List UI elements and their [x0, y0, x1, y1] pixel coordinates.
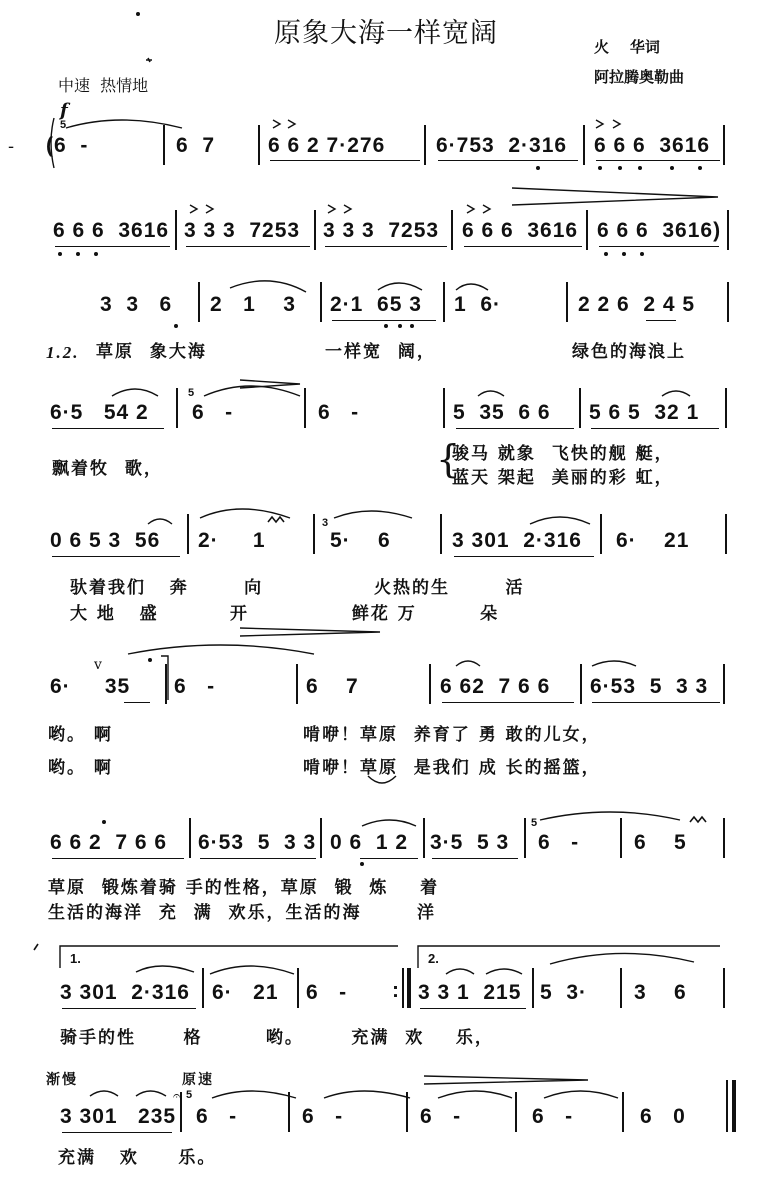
barline — [586, 210, 588, 250]
barline — [723, 968, 725, 1008]
measure-2-2: 3 3 3 7253 — [184, 219, 301, 242]
barline — [406, 1092, 408, 1132]
barline — [515, 1092, 517, 1132]
beam-line — [62, 1132, 172, 1133]
barline — [424, 125, 426, 165]
hairpin — [512, 188, 718, 205]
measure-9-6: 6 0 — [640, 1105, 686, 1128]
lyric-line: 草原 象大海 — [96, 342, 207, 362]
octave-dot — [76, 252, 80, 256]
beam-line — [62, 1008, 196, 1009]
measure-3-1: 3 3 6 — [100, 293, 173, 316]
beam-line — [270, 160, 420, 161]
measure-1-4: 6·753 2·316 — [436, 134, 568, 157]
barline — [304, 388, 306, 428]
measure-6-1: 6· 35 — [50, 675, 131, 698]
tempo-marking: 中速 热情地 — [58, 76, 149, 95]
barline — [163, 125, 165, 165]
slur — [486, 969, 522, 974]
slur — [550, 953, 694, 964]
tempo-change-label: 渐慢 — [46, 1072, 78, 1088]
lyric-line: 蓝天 架起 美丽的彩 虹， — [452, 468, 674, 488]
measure-3-3: 2·1 65 3 — [330, 293, 422, 316]
barline — [524, 818, 526, 858]
octave-dot — [670, 166, 674, 170]
octave-dot — [398, 324, 402, 328]
barline — [258, 125, 260, 165]
volta-bracket — [418, 946, 720, 968]
fermata-mark: 𝄐 — [173, 1089, 181, 1104]
slur — [136, 966, 194, 972]
octave-dot — [102, 820, 106, 824]
measure-1-2: 6 7 — [176, 134, 216, 157]
beam-line — [442, 702, 574, 703]
beam-line — [646, 320, 676, 321]
slur — [478, 391, 504, 396]
time-signature-3-4: 3 — [322, 517, 329, 529]
measure-3-4: 1 6· — [454, 293, 502, 316]
beam-line — [55, 246, 170, 247]
lyric-line: 哟。 啊 啃咿！草原 是我们 成 长的摇篮， — [48, 758, 601, 778]
barline — [723, 125, 725, 165]
hairpin — [240, 380, 300, 388]
dash-mark: - — [8, 136, 15, 157]
barline — [723, 664, 725, 704]
octave-dot — [58, 252, 62, 256]
measure-9-5: 6 - — [532, 1105, 574, 1128]
slur — [334, 511, 412, 518]
barline — [202, 968, 204, 1008]
verse-label: 1.2. — [46, 343, 80, 362]
barline — [451, 210, 453, 250]
measure-9-3: 6 - — [302, 1105, 344, 1128]
measure-7-2: 6·53 5 3 3 — [198, 831, 317, 854]
lyric-line: 一样宽 阔， — [325, 342, 436, 362]
lyricist-credit: 火 华词 — [594, 38, 660, 56]
barline — [429, 664, 431, 704]
slur — [456, 661, 480, 666]
measure-8-1: 3 301 2·316 — [60, 981, 190, 1004]
octave-dot — [360, 862, 364, 866]
measure-2-1: 6 6 6 3616 — [53, 219, 170, 242]
measure-7-3: 0 6 1 2 — [330, 831, 409, 854]
measure-8-4: 3 3 1 215 — [418, 981, 522, 1004]
measure-4-5: 5 6 5 32 1 — [589, 401, 700, 424]
measure-8-5: 5 3· — [540, 981, 588, 1004]
slur — [540, 812, 680, 820]
barline — [320, 282, 322, 322]
barline — [187, 514, 189, 554]
octave-dot — [536, 166, 540, 170]
beam-line — [52, 556, 180, 557]
barline — [314, 210, 316, 250]
beam-line — [420, 1008, 526, 1009]
time-signature-5-4: 5 — [186, 1089, 193, 1101]
time-signature-5-4: 5 — [188, 387, 195, 399]
measure-4-1: 6·5 54 2 — [50, 401, 149, 424]
octave-dot — [698, 166, 702, 170]
volta-bracket — [60, 946, 398, 968]
slur — [128, 645, 314, 654]
measure-4-3: 6 - — [318, 401, 360, 424]
measure-6-4: 6 62 7 6 6 — [440, 675, 551, 698]
lyric-brace: { — [436, 437, 461, 481]
barline — [727, 282, 729, 322]
barline — [297, 968, 299, 1008]
beam-line — [456, 428, 574, 429]
measure-7-5: 6 - — [538, 831, 580, 854]
barline — [443, 282, 445, 322]
barline — [313, 514, 315, 554]
measure-6-2: 6 - — [174, 675, 216, 698]
measure-2-4: 6 6 6 3616 — [462, 219, 579, 242]
barline — [723, 818, 725, 858]
measure-4-4: 5 35 6 6 — [453, 401, 551, 424]
slur — [230, 281, 306, 292]
measure-1-1: (6 - — [46, 134, 89, 157]
barline — [579, 388, 581, 428]
beam-line — [200, 858, 316, 859]
slur — [136, 1091, 166, 1096]
final-barline — [726, 1080, 728, 1132]
barline — [566, 282, 568, 322]
lyric-line: 骏马 就象 飞快的舰 艇， — [452, 444, 674, 464]
measure-8-3: 6 - — [306, 981, 348, 1004]
barline — [165, 664, 167, 704]
octave-dot — [604, 252, 608, 256]
barline — [532, 968, 534, 1008]
octave-dot — [384, 324, 388, 328]
lyric-line: 骑手的性 格 哟。 充满 欢 乐， — [60, 1028, 494, 1048]
time-signature-5-4: 5 — [60, 119, 67, 131]
time-signature-5-4: 5 — [531, 817, 538, 829]
hairpin — [240, 628, 380, 636]
barline — [725, 388, 727, 428]
beam-line — [464, 246, 582, 247]
barline — [725, 514, 727, 554]
slur — [204, 386, 300, 396]
measure-2-5: 6 6 6 3616) — [597, 219, 722, 242]
dynamics-marking: f — [60, 100, 68, 121]
slur — [362, 820, 416, 826]
lyric-line: 驮着我们 奔 向 火热的生 活 — [70, 578, 525, 598]
beam-line — [52, 858, 184, 859]
measure-7-6: 6 5 — [634, 831, 687, 854]
barline — [189, 818, 191, 858]
slur — [662, 391, 690, 396]
lyric-line: 草原 锻炼着骑 手的性格，草原 锻 炼 着 — [48, 878, 440, 898]
beam-line — [186, 246, 310, 247]
barline — [622, 1092, 624, 1132]
slur — [112, 389, 158, 396]
beam-line — [454, 556, 594, 557]
beam-line — [124, 702, 150, 703]
measure-1-3: 6 6 2 7·276 — [268, 134, 386, 157]
slur — [148, 519, 172, 524]
octave-dot — [638, 166, 642, 170]
measure-5-4: 3 301 2·316 — [452, 529, 582, 552]
measure-4-2: 6 - — [192, 401, 234, 424]
measure-3-5: 2 2 6 2 4 5 — [578, 293, 696, 316]
measure-5-5: 6· 21 — [616, 529, 690, 552]
octave-dot — [174, 324, 178, 328]
lyric-line: 大 地 盛 开 鲜花 万 朵 — [70, 604, 500, 624]
final-barline — [732, 1080, 736, 1132]
breath-mark: v — [94, 657, 102, 673]
song-title: 原象大海一样宽阔 — [274, 18, 498, 49]
measure-5-3: 5· 6 — [330, 529, 391, 552]
barline — [402, 968, 404, 1008]
hairpin — [424, 1076, 588, 1084]
octave-dot — [136, 12, 140, 16]
measure-7-4: 3·5 5 3 — [430, 831, 510, 854]
barline — [288, 1092, 290, 1132]
mordent-mark — [268, 517, 284, 522]
beam-line — [592, 702, 720, 703]
measure-5-1: 0 6 5 3 56 — [50, 529, 161, 552]
beam-line — [332, 320, 436, 321]
measure-9-4: 6 - — [420, 1105, 462, 1128]
barline — [620, 968, 622, 1008]
slur — [456, 284, 488, 290]
slur — [446, 969, 474, 974]
barline — [176, 388, 178, 428]
measure-3-2: 2 1 3 — [210, 293, 296, 316]
lyric-line: 哟。 啊 啃咿！草原 养育了 勇 敢的儿女， — [48, 725, 601, 745]
repeat-dots: : — [392, 979, 400, 1002]
second-ending-label: 2. — [428, 951, 439, 966]
beam-line — [325, 246, 447, 247]
measure-8-6: 3 6 — [634, 981, 687, 1004]
barline — [296, 664, 298, 704]
barline — [320, 818, 322, 858]
barline — [423, 818, 425, 858]
breath-mark — [146, 58, 152, 62]
barline — [600, 514, 602, 554]
barline — [175, 210, 177, 250]
barline — [180, 1092, 182, 1132]
accent-mark — [273, 120, 620, 128]
beam-line — [52, 428, 164, 429]
slur — [210, 966, 294, 974]
slur — [212, 1091, 618, 1098]
slur — [592, 661, 636, 666]
slur — [530, 517, 590, 524]
lyric-line: 生活的海洋 充 满 欢乐，生活的海 洋 — [48, 903, 436, 923]
lyric-line: 飘着牧 歌， — [52, 459, 163, 479]
octave-dot — [148, 658, 152, 662]
beam-line — [596, 160, 720, 161]
octave-dot — [622, 252, 626, 256]
barline — [727, 210, 729, 250]
first-ending-label: 1. — [70, 951, 81, 966]
composer-credit: 阿拉腾奥勒曲 — [594, 68, 685, 86]
barline — [198, 282, 200, 322]
beam-line — [591, 428, 719, 429]
octave-dot — [640, 252, 644, 256]
measure-5-2: 2· 1 — [198, 529, 266, 552]
barline — [583, 125, 585, 165]
slur — [200, 509, 290, 518]
beam-line — [599, 246, 719, 247]
beam-line — [432, 858, 518, 859]
measure-2-3: 3 3 3 7253 — [323, 219, 440, 242]
barline — [407, 968, 411, 1008]
measure-1-5: 6 6 6 3616 — [594, 134, 711, 157]
beam-line — [438, 160, 578, 161]
barline — [443, 388, 445, 428]
measure-9-1: 3 301 235 — [60, 1105, 177, 1128]
mordent-mark — [690, 817, 706, 822]
octave-dot — [618, 166, 622, 170]
barline — [440, 514, 442, 554]
slur — [90, 1091, 118, 1096]
tempo-change-label: 原速 — [182, 1072, 214, 1088]
breath-mark — [34, 944, 38, 950]
lyric-line: 绿色的海浪上 — [572, 342, 686, 362]
slur — [378, 283, 422, 290]
measure-8-2: 6· 21 — [212, 981, 279, 1004]
octave-dot — [598, 166, 602, 170]
barline — [580, 664, 582, 704]
octave-dot — [410, 324, 414, 328]
measure-9-2: 6 - — [196, 1105, 238, 1128]
measure-6-3: 6 7 — [306, 675, 359, 698]
beam-line — [360, 858, 418, 859]
measure-6-5: 6·53 5 3 3 — [590, 675, 709, 698]
lyric-line: 充满 欢 乐。 — [58, 1148, 217, 1168]
accent-mark — [190, 205, 490, 213]
octave-dot — [94, 252, 98, 256]
barline — [620, 818, 622, 858]
measure-7-1: 6 6 2 7 6 6 — [50, 831, 168, 854]
